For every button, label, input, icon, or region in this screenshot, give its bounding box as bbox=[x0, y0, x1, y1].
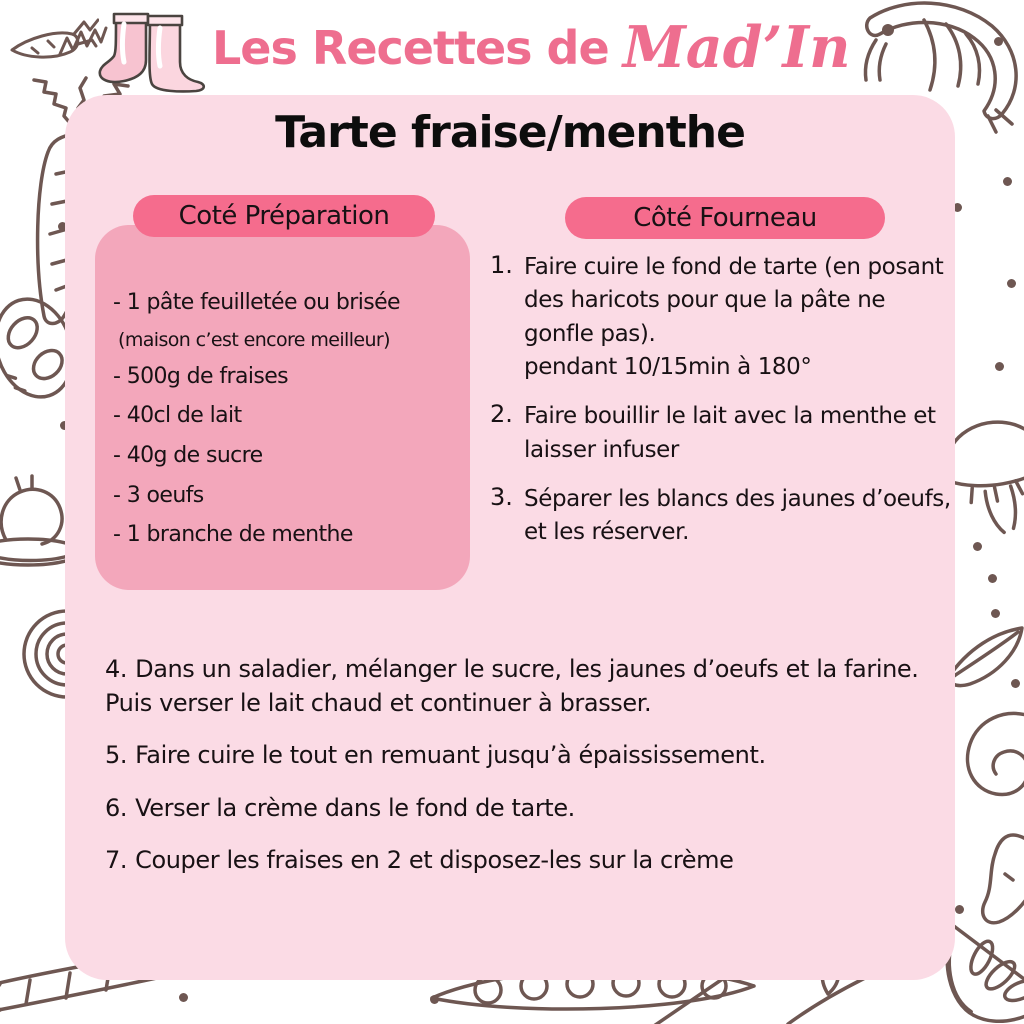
steps-column bbox=[490, 251, 958, 566]
step-item bbox=[105, 739, 925, 773]
ingredient-item: - 1 pâte feuilletée ou brisée bbox=[113, 290, 400, 315]
ingredient-item: - 500g de fraises bbox=[113, 363, 289, 389]
step-number: 1. bbox=[490, 251, 513, 279]
ingredient-item-note: (maison c’est encore meilleur) bbox=[118, 328, 390, 351]
step-number: 5. bbox=[105, 741, 128, 770]
step-text: Verser la crème dans le fond de tarte. bbox=[135, 793, 575, 822]
step-text: Couper les fraises en 2 et disposez-les sur la crème bbox=[135, 846, 734, 875]
step-text-line: Faire bouillir le lait avec la menthe et laisser infuser bbox=[524, 403, 936, 463]
ingredient-item: - 40g de sucre bbox=[113, 442, 263, 468]
step-text: Faire cuire le tout en remuant jusqu’à épaississement. bbox=[135, 741, 766, 770]
dot-decoration bbox=[991, 609, 1000, 618]
dot-decoration bbox=[1007, 279, 1016, 288]
step-number: 2. bbox=[490, 400, 513, 429]
step-text bbox=[524, 400, 958, 467]
step-number: 4. bbox=[105, 655, 128, 683]
step-number: 7. bbox=[105, 846, 128, 875]
step-item bbox=[490, 483, 958, 550]
step-number: 3. bbox=[490, 483, 513, 512]
preparation-heading-pill bbox=[133, 195, 435, 237]
rain-boots-icon bbox=[90, 4, 208, 98]
dot-decoration bbox=[1003, 177, 1012, 186]
dot-decoration bbox=[179, 993, 188, 1002]
site-title bbox=[212, 14, 851, 81]
ingredient-item: - 40cl de lait bbox=[113, 403, 242, 429]
site-title-script: Mad’In bbox=[622, 14, 851, 81]
dot-decoration bbox=[955, 905, 964, 914]
step-text bbox=[524, 483, 958, 550]
fourneau-heading-label: Côté Fourneau bbox=[633, 203, 817, 233]
ingredient-item: - 1 branche de menthe bbox=[113, 522, 353, 548]
step-text-line: pendant 10/15min à 180° bbox=[524, 354, 812, 381]
dot-decoration bbox=[995, 362, 1004, 371]
step-text-line: Faire cuire le fond de tarte (en posant des haricots pour que la pâte ne gonfle pas). bbox=[524, 254, 944, 347]
dot-decoration bbox=[988, 574, 997, 583]
site-title-text: Les Recettes de bbox=[212, 20, 609, 75]
step-item bbox=[105, 844, 925, 878]
ingredients-panel bbox=[95, 225, 470, 590]
dot-decoration bbox=[973, 542, 982, 551]
step-text-line: Séparer les blancs des jaunes d’oeufs, et les réserver. bbox=[524, 486, 951, 546]
dot-decoration bbox=[1011, 679, 1020, 688]
step-item bbox=[105, 653, 925, 720]
step-text: Dans un saladier, mélanger le sucre, les jaunes d’oeufs et la farine. Puis verser le lait chaud et continuer à brasser. bbox=[105, 655, 919, 717]
recipe-card bbox=[65, 95, 955, 980]
step-item bbox=[490, 400, 958, 467]
step-item bbox=[105, 792, 925, 826]
recipe-title: Tarte fraise/menthe bbox=[275, 107, 745, 158]
ingredient-item: - 3 oeufs bbox=[113, 482, 204, 508]
step-text bbox=[524, 251, 958, 384]
preparation-heading-label: Coté Préparation bbox=[178, 201, 390, 231]
dot-decoration bbox=[430, 995, 439, 1004]
steps-bottom-section bbox=[105, 653, 925, 897]
step-item bbox=[490, 251, 958, 384]
header bbox=[0, 0, 1024, 95]
step-number: 6. bbox=[105, 793, 128, 822]
fourneau-heading-pill bbox=[565, 197, 885, 239]
